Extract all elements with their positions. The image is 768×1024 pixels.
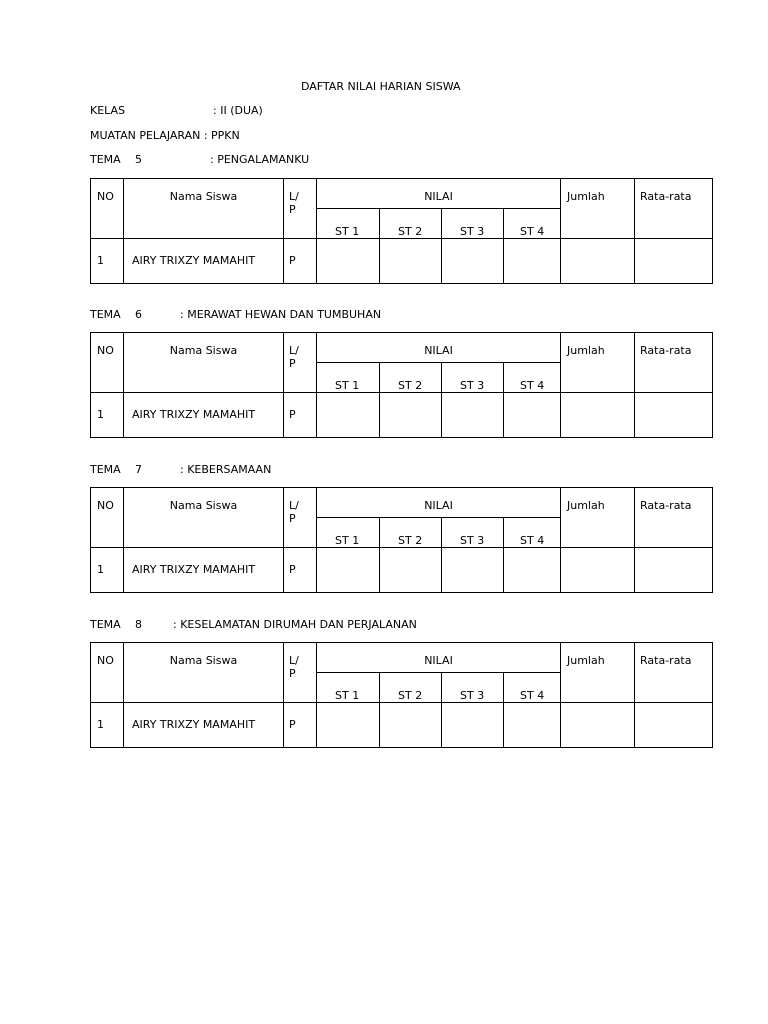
header-st-2: ST 2 <box>380 672 442 703</box>
header-st-2: ST 2 <box>380 208 442 239</box>
header-st-1: ST 1 <box>317 672 380 703</box>
kelas-label: KELAS <box>90 104 126 117</box>
table-row <box>91 393 713 438</box>
tema-title: : PENGALAMANKU <box>210 153 310 166</box>
cell-jumlah[interactable] <box>561 548 635 593</box>
cell-nama-siswa: AIRY TRIXZY MAMAHIT <box>124 393 284 438</box>
tema-title: : MERAWAT HEWAN DAN TUMBUHAN <box>180 308 382 321</box>
header-lp <box>284 643 317 703</box>
cell-nama-siswa: AIRY TRIXZY MAMAHIT <box>124 239 284 284</box>
cell-st-2[interactable] <box>380 548 442 593</box>
cell-st-3[interactable] <box>442 703 504 748</box>
table-row <box>91 239 713 284</box>
tema-label: TEMA <box>90 618 121 631</box>
header-lp-line2: P <box>289 667 296 680</box>
cell-no: 1 <box>91 393 124 438</box>
cell-rata-rata[interactable] <box>635 239 713 284</box>
header-rata-rata: Rata-rata <box>635 643 713 703</box>
header-lp-line1: L/ <box>289 499 299 512</box>
header-nama-siswa: Nama Siswa <box>124 643 284 703</box>
cell-no: 1 <box>91 239 124 284</box>
header-no: NO <box>91 333 124 393</box>
cell-no: 1 <box>91 703 124 748</box>
tema-label: TEMA <box>90 463 121 476</box>
header-st-1: ST 1 <box>317 362 380 393</box>
cell-st-2[interactable] <box>380 239 442 284</box>
document-title: DAFTAR NILAI HARIAN SISWA <box>301 80 461 93</box>
header-lp <box>284 179 317 239</box>
tema-label: TEMA <box>90 153 121 166</box>
grade-table-tema-7 <box>90 487 713 593</box>
header-st-1: ST 1 <box>317 517 380 548</box>
header-rata-rata: Rata-rata <box>635 333 713 393</box>
cell-st-1[interactable] <box>317 393 380 438</box>
header-st-3: ST 3 <box>442 517 504 548</box>
header-nama-siswa: Nama Siswa <box>124 488 284 548</box>
tema-number: 6 <box>135 308 142 321</box>
header-st-3: ST 3 <box>442 208 504 239</box>
header-st-4: ST 4 <box>504 672 561 703</box>
header-lp <box>284 333 317 393</box>
header-lp-line1: L/ <box>289 190 299 203</box>
cell-jumlah[interactable] <box>561 393 635 438</box>
kelas-value: : II (DUA) <box>213 104 263 117</box>
header-lp-line1: L/ <box>289 654 299 667</box>
header-nama-siswa: Nama Siswa <box>124 179 284 239</box>
header-nilai: NILAI <box>317 333 561 363</box>
header-st-1: ST 1 <box>317 208 380 239</box>
cell-st-3[interactable] <box>442 239 504 284</box>
header-st-3: ST 3 <box>442 672 504 703</box>
header-st-4: ST 4 <box>504 517 561 548</box>
header-no: NO <box>91 643 124 703</box>
muatan-pelajaran: MUATAN PELAJARAN : PPKN <box>90 129 240 142</box>
grade-table-tema-8 <box>90 642 713 748</box>
cell-st-4[interactable] <box>504 393 561 438</box>
header-lp-line1: L/ <box>289 344 299 357</box>
cell-lp: P <box>284 703 317 748</box>
header-lp-line2: P <box>289 203 296 216</box>
header-nilai: NILAI <box>317 488 561 518</box>
table-row <box>91 548 713 593</box>
cell-rata-rata[interactable] <box>635 703 713 748</box>
cell-st-3[interactable] <box>442 548 504 593</box>
cell-st-1[interactable] <box>317 239 380 284</box>
cell-lp: P <box>284 239 317 284</box>
header-lp-line2: P <box>289 512 296 525</box>
cell-lp: P <box>284 548 317 593</box>
cell-st-4[interactable] <box>504 239 561 284</box>
header-nilai: NILAI <box>317 643 561 673</box>
grade-table-tema-6 <box>90 332 713 438</box>
cell-st-3[interactable] <box>442 393 504 438</box>
header-nilai: NILAI <box>317 179 561 209</box>
cell-st-4[interactable] <box>504 548 561 593</box>
header-nama-siswa: Nama Siswa <box>124 333 284 393</box>
tema-title: : KEBERSAMAAN <box>180 463 272 476</box>
header-rata-rata: Rata-rata <box>635 488 713 548</box>
header-st-2: ST 2 <box>380 362 442 393</box>
header-rata-rata: Rata-rata <box>635 179 713 239</box>
cell-rata-rata[interactable] <box>635 393 713 438</box>
cell-jumlah[interactable] <box>561 703 635 748</box>
tema-title: : KESELAMATAN DIRUMAH DAN PERJALANAN <box>173 618 417 631</box>
tema-label: TEMA <box>90 308 121 321</box>
header-no: NO <box>91 179 124 239</box>
cell-st-1[interactable] <box>317 703 380 748</box>
header-jumlah: Jumlah <box>561 179 635 239</box>
header-st-3: ST 3 <box>442 362 504 393</box>
cell-st-4[interactable] <box>504 703 561 748</box>
grade-table-tema-5 <box>90 178 713 284</box>
cell-nama-siswa: AIRY TRIXZY MAMAHIT <box>124 548 284 593</box>
header-jumlah: Jumlah <box>561 333 635 393</box>
header-lp <box>284 488 317 548</box>
header-jumlah: Jumlah <box>561 643 635 703</box>
table-row <box>91 703 713 748</box>
tema-number: 5 <box>135 153 142 166</box>
cell-nama-siswa: AIRY TRIXZY MAMAHIT <box>124 703 284 748</box>
header-no: NO <box>91 488 124 548</box>
header-jumlah: Jumlah <box>561 488 635 548</box>
cell-jumlah[interactable] <box>561 239 635 284</box>
cell-st-2[interactable] <box>380 393 442 438</box>
header-st-4: ST 4 <box>504 208 561 239</box>
cell-st-1[interactable] <box>317 548 380 593</box>
header-lp-line2: P <box>289 357 296 370</box>
header-st-4: ST 4 <box>504 362 561 393</box>
header-st-2: ST 2 <box>380 517 442 548</box>
cell-no: 1 <box>91 548 124 593</box>
cell-lp: P <box>284 393 317 438</box>
tema-number: 7 <box>135 463 142 476</box>
cell-rata-rata[interactable] <box>635 548 713 593</box>
tema-number: 8 <box>135 618 142 631</box>
cell-st-2[interactable] <box>380 703 442 748</box>
